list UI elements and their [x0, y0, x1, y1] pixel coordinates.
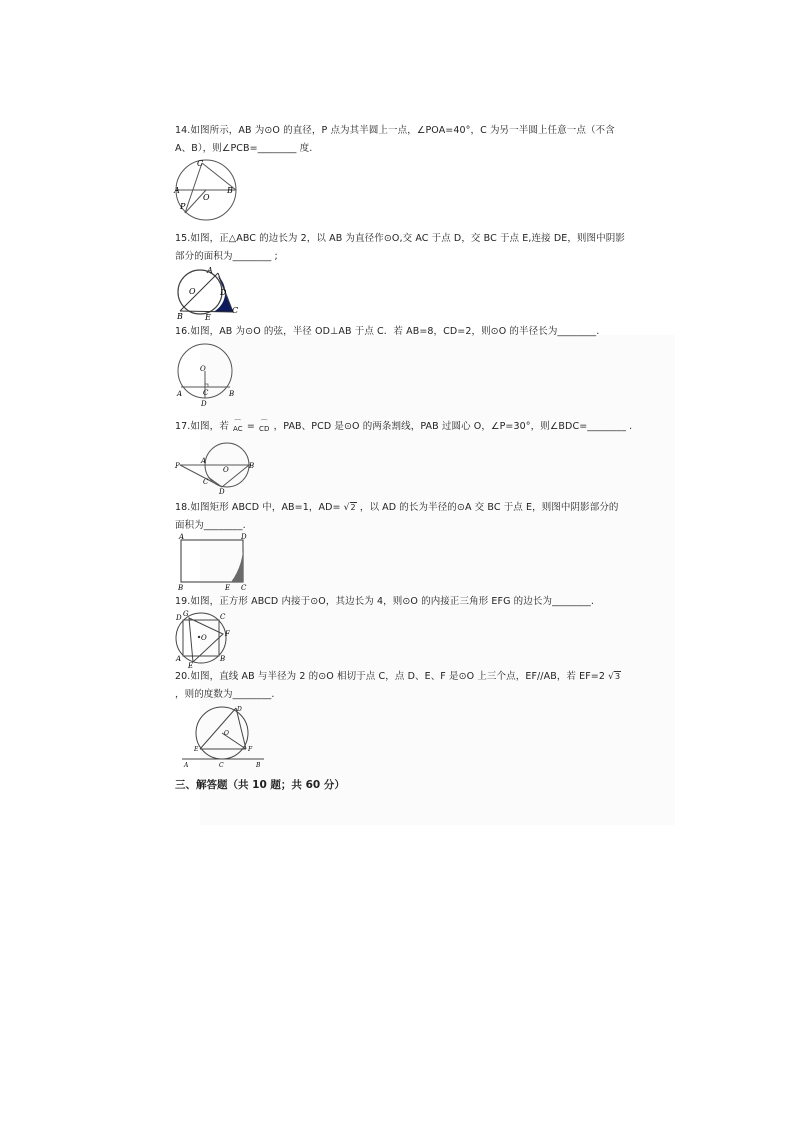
q17-arc-cd: ⌒ CD [259, 419, 270, 433]
q19-label-b: B [220, 655, 226, 663]
q16-label-b: B [229, 390, 235, 398]
q18-line1-b: ，以 AD 的长为半径的⊙A 交 BC 于点 E，则图中阴影部分的 [359, 502, 619, 513]
q15-label-b: B [177, 312, 183, 321]
q20-label-a: A [184, 762, 189, 769]
q17-arc-ac: ⌒ AC [232, 419, 243, 433]
q20-label-d: D [237, 706, 242, 713]
q17-label-c: C [203, 478, 209, 486]
q20-label-e: E [194, 746, 199, 753]
q14-figure [175, 158, 237, 224]
q14-line2: A、B），则∠PCB=________ 度. [175, 143, 313, 154]
q18-line2: 面积为________. [175, 520, 246, 531]
q18-line1 [175, 501, 619, 515]
q17-label-d: D [219, 488, 225, 496]
q18-label-e: E [225, 584, 231, 592]
q19-label-o: O [201, 634, 207, 642]
q14-label-c: C [197, 159, 204, 168]
q14-line1: 14.如图所示，AB 为⊙O 的直径，P 点为其半圆上一点，∠POA=40°，C 为另一半圆上任意一点（不含 [175, 125, 615, 136]
q15-label-d: D [220, 288, 227, 297]
q15-figure [175, 264, 239, 320]
q20-line1 [175, 670, 621, 684]
q19-label-a: A [176, 655, 182, 663]
q19-label-g: G [183, 610, 189, 618]
q16-figure [175, 343, 239, 409]
q18-label-c: C [241, 584, 247, 592]
q17-label-a: A [201, 457, 207, 465]
q17-suffix: ，PAB、PCD 是⊙O 的两条割线，PAB 过圆心 O，∠P=30°，则∠BDC=________ . [273, 421, 633, 432]
q14-label-p: P [180, 202, 186, 211]
scan-background-tint [200, 335, 675, 825]
q15-label-a: A [207, 266, 213, 275]
q18-figure [175, 532, 251, 592]
q19-label-e: E [188, 662, 194, 670]
q20-label-f: F [248, 746, 253, 753]
q14-label-o: O [203, 193, 210, 202]
q15-line1: 15.如图，正△ABC 的边长为 2，以 AB 为直径作⊙O,交 AC 于点 D，交 BC 于点 E,连接 DE，则图中阴影 [175, 233, 625, 244]
q18-label-b: B [178, 584, 184, 592]
q17-label-b: B [249, 462, 255, 470]
q14-label-b: B [227, 186, 233, 195]
q15-line2: 部分的面积为________ ; [175, 251, 278, 262]
q17-equals: = [246, 421, 255, 432]
q19-label-c: C [220, 613, 226, 621]
q18-sqrt: √2 [343, 503, 356, 513]
q20-label-o: O [224, 730, 229, 737]
q19-line1: 19.如图，正方形 ABCD 内接于⊙O，其边长为 4，则⊙O 的内接正三角形 EFG 的边长为________. [175, 596, 594, 607]
q18-label-d: D [241, 533, 247, 541]
q15-label-c: C [232, 306, 239, 315]
q20-label-b: B [256, 762, 261, 769]
q15-label-e: E [205, 313, 211, 322]
q14-label-a: A [174, 186, 180, 195]
q19-label-d: D [176, 614, 182, 622]
q20-line1-a: 20.如图，直线 AB 与半径为 2 的⊙O 相切于点 C，点 D、E、F 是⊙O 上三个点，EF//AB，若 EF=2 [175, 671, 606, 682]
q18-line1-a: 18.如图矩形 ABCD 中，AB=1，AD= [175, 502, 341, 513]
q17-prefix: 17.如图，若 [175, 421, 229, 432]
q18-label-a: A [179, 533, 185, 541]
q17-figure [175, 443, 255, 495]
q17-label-p: P [175, 462, 180, 470]
q20-figure [180, 703, 270, 769]
q17-label-o: O [223, 466, 229, 474]
q16-label-a: A [177, 390, 183, 398]
q16-label-o: O [200, 365, 206, 373]
section-heading: 三、解答题（共 10 题；共 60 分） [175, 779, 345, 791]
q19-label-f: F [225, 630, 230, 638]
q17-line1 [175, 420, 632, 433]
q20-line2: ，则的度数为________. [175, 689, 275, 700]
q16-label-c: C [203, 389, 209, 397]
q15-label-o: O [189, 287, 196, 296]
q20-sqrt: √3 [608, 672, 621, 682]
q20-label-c: C [219, 762, 224, 769]
q19-figure [175, 610, 235, 668]
q16-line1: 16.如图，AB 为⊙O 的弦，半径 OD⊥AB 于点 C．若 AB=8，CD=2，则⊙O 的半径长为________. [175, 326, 600, 337]
q16-label-d: D [201, 400, 207, 408]
